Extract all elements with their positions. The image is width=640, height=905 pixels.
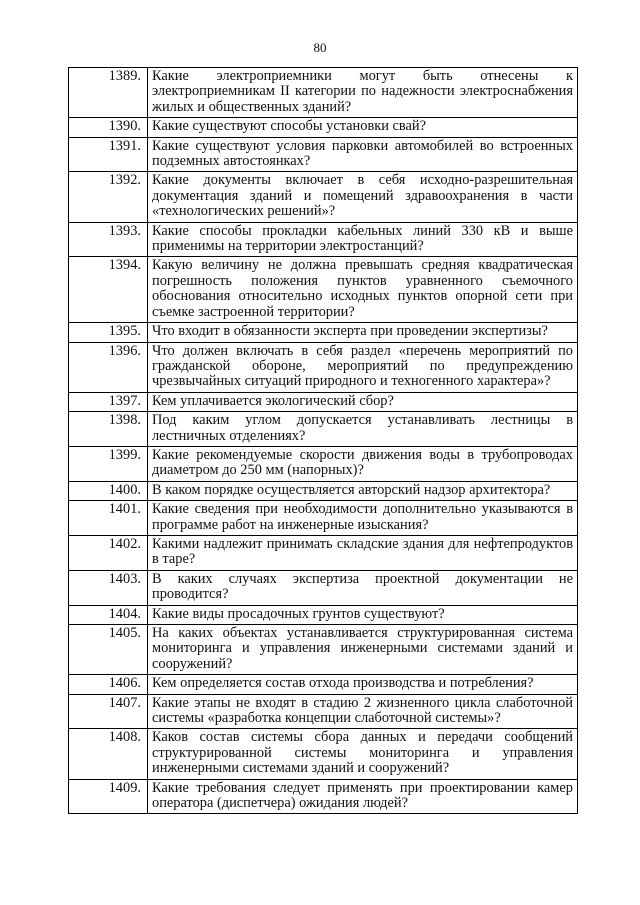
question-text: Кем определяется состав отхода производства и потребления? [148,675,578,694]
question-text: В каких случаях экспертиза проектной документации не проводится? [148,570,578,605]
question-row [69,605,578,624]
question-number: 1393. [69,222,148,257]
question-text: Какие способы прокладки кабельных линий 330 кВ и выше применимы на территории электростанций? [148,222,578,257]
question-row [69,68,578,118]
question-number: 1395. [69,323,148,342]
question-number: 1396. [69,342,148,392]
question-text: Что должен включать в себя раздел «перечень мероприятий по гражданской обороне, мероприятий по предупреждению чрезвычайных ситуаций природного и техногенного характера»? [148,342,578,392]
question-number: 1405. [69,625,148,675]
question-row [69,779,578,814]
question-row [69,446,578,481]
question-number: 1399. [69,446,148,481]
question-text: Какие рекомендуемые скорости движения воды в трубопроводах диаметром до 250 мм (напорных)? [148,446,578,481]
question-text: На каких объектах устанавливается структурированная система мониторинга и управления инженерными системами зданий и сооружений? [148,625,578,675]
question-row [69,118,578,137]
question-number: 1401. [69,501,148,536]
question-text: Какие виды просадочных грунтов существуют? [148,605,578,624]
question-row [69,342,578,392]
question-row [69,481,578,500]
question-number: 1398. [69,412,148,447]
question-number: 1403. [69,570,148,605]
question-row [69,570,578,605]
question-row [69,137,578,172]
question-row [69,535,578,570]
question-text: Какие сведения при необходимости дополнительно указываются в программе работ на инженерные изыскания? [148,501,578,536]
question-text: Какие требования следует применять при проектировании камер оператора (диспетчера) ожидания людей? [148,779,578,814]
question-text: Под каким углом допускается устанавливать лестницы в лестничных отделениях? [148,412,578,447]
question-text: Какие электроприемники могут быть отнесены к электроприемникам II категории по надежности электроснабжения жилых и общественных зданий? [148,68,578,118]
question-row [69,694,578,729]
question-row [69,323,578,342]
question-text: Какие этапы не входят в стадию 2 жизненного цикла слаботочной системы «разработка концепции слаботочной системы»? [148,694,578,729]
question-row [69,625,578,675]
question-row [69,257,578,323]
question-text: Каков состав системы сбора данных и передачи сообщений структурированной системы мониторинга и управления инженерными системами зданий и сооружений? [148,729,578,779]
questions-table [68,67,578,814]
question-number: 1392. [69,172,148,222]
question-row [69,222,578,257]
question-text: Какие существуют условия парковки автомобилей во встроенных подземных автостоянках? [148,137,578,172]
question-text: Какие документы включает в себя исходно-разрешительная документация зданий и помещений здравоохранения в части «технологических решений»? [148,172,578,222]
question-row [69,501,578,536]
question-text: Что входит в обязанности эксперта при проведении экспертизы? [148,323,578,342]
question-number: 1390. [69,118,148,137]
question-number: 1408. [69,729,148,779]
question-number: 1391. [69,137,148,172]
question-row [69,392,578,411]
question-text: Какие существуют способы установки свай? [148,118,578,137]
question-number: 1409. [69,779,148,814]
question-text: Какую величину не должна превышать средняя квадратическая погрешность положения пунктов уравненного съемочного обоснования относительно исходных пунктов опорной сети при съемке застроенной территории? [148,257,578,323]
question-number: 1400. [69,481,148,500]
question-number: 1402. [69,535,148,570]
question-row [69,675,578,694]
question-row [69,412,578,447]
question-number: 1397. [69,392,148,411]
question-number: 1389. [69,68,148,118]
page-number: 80 [313,40,327,55]
question-text: Какими надлежит принимать складские здания для нефтепродуктов в таре? [148,535,578,570]
question-number: 1407. [69,694,148,729]
question-number: 1404. [69,605,148,624]
question-text: Кем уплачивается экологический сбор? [148,392,578,411]
question-row [69,172,578,222]
question-number: 1406. [69,675,148,694]
question-number: 1394. [69,257,148,323]
question-row [69,729,578,779]
question-text: В каком порядке осуществляется авторский надзор архитектора? [148,481,578,500]
